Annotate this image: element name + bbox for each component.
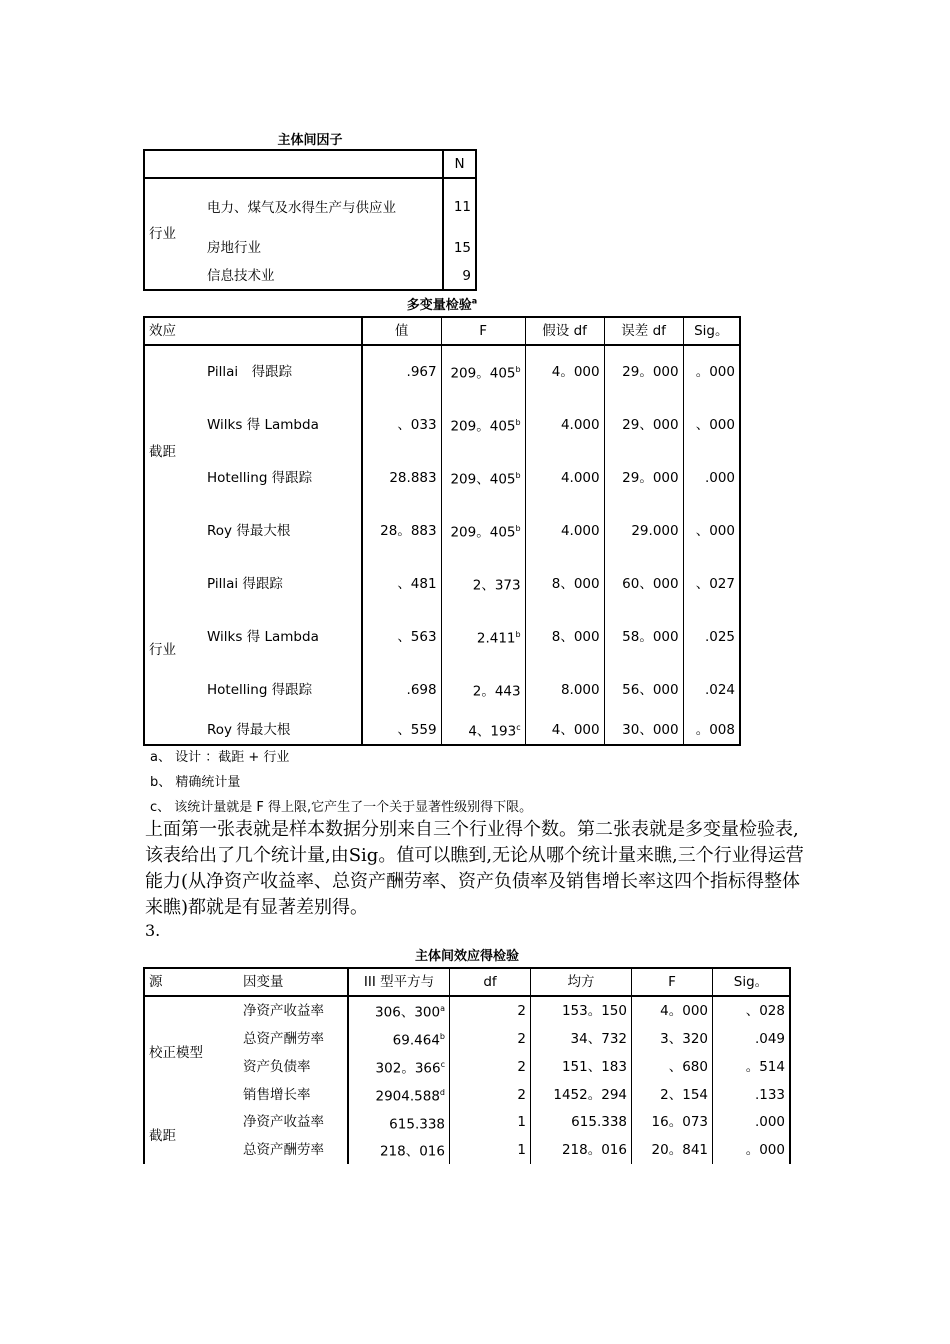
test-name: Pillai 得跟踪: [207, 364, 293, 380]
table-row: [144, 1081, 790, 1109]
f-cell: 4。000: [632, 996, 713, 1025]
footnote-c: c、 该统计量就是 F 得上限,它产生了一个关于显著性级别得下限。: [150, 800, 533, 815]
f-value: 2、373: [472, 577, 521, 594]
f-footnote-marker: b: [515, 523, 521, 533]
table-row: [144, 1109, 790, 1137]
value-cell: 、033: [362, 398, 442, 451]
table-row: [144, 610, 740, 663]
mean-square-cell: 34、732: [531, 1025, 632, 1053]
ss-cell: [348, 1109, 450, 1137]
f-value: 209。405: [450, 418, 516, 435]
header-hypothesis-df: 假设 df: [525, 317, 604, 345]
f-value: 4、193: [468, 723, 517, 740]
f-value: 209。405: [450, 524, 516, 541]
ss-value: 218、016: [379, 1143, 445, 1160]
ss-cell: [348, 1136, 450, 1164]
error-df-cell: 30、000: [604, 716, 683, 745]
multivariate-tests-table: [143, 316, 741, 746]
table-row: [144, 996, 790, 1025]
table-row: [144, 1136, 790, 1164]
ss-cell: [348, 996, 450, 1025]
hypothesis-df-cell: 8、000: [525, 557, 604, 610]
f-cell: 、680: [632, 1053, 713, 1081]
value-cell: .967: [362, 345, 442, 398]
header-mean-square: 均方: [531, 968, 632, 996]
hypothesis-df-cell: 8.000: [525, 663, 604, 716]
df-cell: 2: [450, 1025, 531, 1053]
table3-title: 主体间效应得检验: [414, 949, 519, 964]
dependent-variable: 总资产酬劳率: [243, 1141, 324, 1158]
sig-cell: .025: [683, 610, 740, 663]
value-cell: 28。883: [362, 504, 442, 557]
header-error-df: 误差 df: [604, 317, 683, 345]
error-df-cell: 56、000: [604, 663, 683, 716]
f-footnote-marker: c: [516, 723, 521, 732]
ss-value: 2904.588: [375, 1088, 440, 1105]
sig-cell: .024: [683, 663, 740, 716]
error-df-cell: 58。000: [604, 610, 683, 663]
f-footnote-marker: b: [515, 365, 521, 375]
f-cell: [441, 398, 525, 451]
sig-cell: 。514: [713, 1053, 791, 1081]
factor-label: 信息技术业: [207, 267, 275, 284]
test-name: Wilks 得 Lambda: [207, 416, 319, 433]
factor-n: 11: [443, 178, 476, 234]
header-effect: 效应: [149, 323, 176, 339]
source-label: 校正模型: [149, 1044, 203, 1061]
test-name: Pillai 得跟踪: [207, 575, 283, 592]
value-cell: 28.883: [362, 451, 442, 504]
f-cell: [441, 451, 525, 504]
between-subjects-factors-table: [143, 149, 477, 291]
ss-footnote-marker: c: [440, 1059, 445, 1069]
factor-label: 电力、煤气及水得生产与供应业: [207, 199, 396, 216]
sig-cell: 、028: [713, 996, 791, 1025]
table2-title: 多变量检验$^a$: [406, 296, 478, 313]
error-df-cell: 29.000: [604, 504, 683, 557]
header-df: df: [450, 968, 531, 996]
sig-cell: 、000: [683, 504, 740, 557]
f-cell: [441, 557, 525, 610]
table-row: [144, 398, 740, 451]
sig-cell: 。000: [713, 1136, 791, 1164]
sig-cell: 。000: [683, 345, 740, 398]
f-cell: 20。841: [632, 1136, 713, 1164]
test-name: Wilks 得 Lambda: [207, 628, 319, 645]
df-cell: 2: [450, 996, 531, 1025]
sig-cell: .049: [713, 1025, 791, 1053]
mean-square-cell: 615.338: [531, 1109, 632, 1137]
footnote-a: a、 设计 ：截距 + 行业: [150, 750, 290, 765]
ss-cell: [348, 1081, 450, 1109]
ss-value: 615.338: [389, 1116, 445, 1132]
dependent-variable: 净资产收益率: [243, 1002, 324, 1019]
dependent-variable: 销售增长率: [243, 1086, 311, 1103]
f-footnote-marker: b: [515, 470, 521, 480]
f-cell: [441, 504, 525, 557]
value-cell: 、481: [362, 557, 442, 610]
ss-value: 302。366: [375, 1060, 441, 1077]
value-cell: 、563: [362, 610, 442, 663]
dependent-variable: 资产负债率: [243, 1058, 311, 1075]
ss-cell: [348, 1025, 450, 1053]
header-dependent-variable: 因变量: [243, 974, 284, 990]
df-cell: 2: [450, 1053, 531, 1081]
header-source: 源: [149, 974, 163, 990]
hypothesis-df-cell: 4.000: [525, 451, 604, 504]
dependent-variable: 净资产收益率: [243, 1114, 324, 1131]
hypothesis-df-cell: 4。000: [525, 345, 604, 398]
f-value: 209。405: [450, 365, 516, 382]
source-label: 截距: [149, 1128, 176, 1144]
table-row: [144, 1025, 790, 1053]
sig-cell: .000: [683, 451, 740, 504]
hypothesis-df-cell: 4.000: [525, 504, 604, 557]
mean-square-cell: 151、183: [531, 1053, 632, 1081]
value-cell: .698: [362, 663, 442, 716]
table-row: [144, 345, 740, 398]
table-row: [144, 716, 740, 745]
f-cell: 2、154: [632, 1081, 713, 1109]
f-cell: [441, 716, 525, 745]
f-cell: [441, 345, 525, 398]
test-name: Roy 得最大根: [207, 721, 291, 738]
effect-label: 截距: [149, 443, 176, 460]
mean-square-cell: 218。016: [531, 1136, 632, 1164]
ss-footnote-marker: b: [439, 1031, 445, 1041]
effect-label: 行业: [149, 642, 176, 659]
f-cell: 3、320: [632, 1025, 713, 1053]
table1-title: 主体间因子: [277, 133, 343, 148]
ss-footnote-marker: d: [439, 1087, 445, 1097]
sig-cell: 、000: [683, 398, 740, 451]
error-df-cell: 29。000: [604, 345, 683, 398]
table-row: [144, 663, 740, 716]
f-cell: [441, 610, 525, 663]
sig-cell: .133: [713, 1081, 791, 1109]
between-subjects-effects-table: [143, 967, 791, 1164]
f-value: 2。443: [472, 683, 521, 700]
f-cell: 16。073: [632, 1109, 713, 1137]
ss-footnote-marker: a: [440, 1004, 445, 1013]
mean-square-cell: 153。150: [531, 996, 632, 1025]
ss-value: 69.464: [392, 1032, 440, 1049]
mean-square-cell: 1452。294: [531, 1081, 632, 1109]
ss-value: 306、300: [375, 1004, 441, 1021]
header-f: F: [441, 317, 525, 345]
header-type3-ss: III 型平方与: [348, 968, 450, 996]
dependent-variable: 总资产酬劳率: [243, 1030, 324, 1047]
header-value: 值: [362, 317, 442, 345]
df-cell: 1: [450, 1136, 531, 1164]
ss-cell: [348, 1053, 450, 1081]
header-n: N: [443, 150, 476, 178]
factor-label: 房地行业: [207, 240, 261, 256]
section-number: 3.: [145, 921, 161, 940]
sig-cell: .000: [713, 1109, 791, 1137]
test-name: Roy 得最大根: [207, 522, 291, 539]
table-row: [144, 557, 740, 610]
footnote-b: b、 精确统计量: [150, 775, 241, 790]
value-cell: 、559: [362, 716, 442, 745]
hypothesis-df-cell: 8、000: [525, 610, 604, 663]
header-f: F: [632, 968, 713, 996]
f-value: 209、405: [450, 471, 516, 488]
hypothesis-df-cell: 4、000: [525, 716, 604, 745]
df-cell: 2: [450, 1081, 531, 1109]
test-name: Hotelling 得跟踪: [207, 681, 313, 698]
f-value: 2.411: [476, 630, 516, 647]
test-name: Hotelling 得跟踪: [207, 469, 313, 486]
table-row: [144, 1053, 790, 1081]
f-footnote-marker: b: [515, 417, 521, 427]
df-cell: 1: [450, 1109, 531, 1137]
sig-cell: 、027: [683, 557, 740, 610]
sig-cell: 。008: [683, 716, 740, 745]
hypothesis-df-cell: 4.000: [525, 398, 604, 451]
body-paragraph: 上面第一张表就是样本数据分别来自三个行业得个数。第二张表就是多变量检验表,该表给出了几个统计量,由Sig。值可以瞧到,无论从哪个统计量来瞧,三个行业得运营能力(从净资产收益率、总资产酬劳率、资产负债率及销售增长率这四个指标得整体来瞧)都就是有显著差别得。: [145, 819, 804, 918]
factor-n: 15: [443, 234, 476, 262]
f-footnote-marker: b: [515, 629, 521, 639]
error-df-cell: 29。000: [604, 451, 683, 504]
table-row: [144, 451, 740, 504]
error-df-cell: 60、000: [604, 557, 683, 610]
table-row: [144, 504, 740, 557]
header-sig: Sig。: [683, 317, 740, 345]
row-group-label: 行业: [149, 226, 176, 242]
error-df-cell: 29、000: [604, 398, 683, 451]
header-sig: Sig。: [713, 968, 791, 996]
factor-n: 9: [443, 262, 476, 290]
f-cell: [441, 663, 525, 716]
